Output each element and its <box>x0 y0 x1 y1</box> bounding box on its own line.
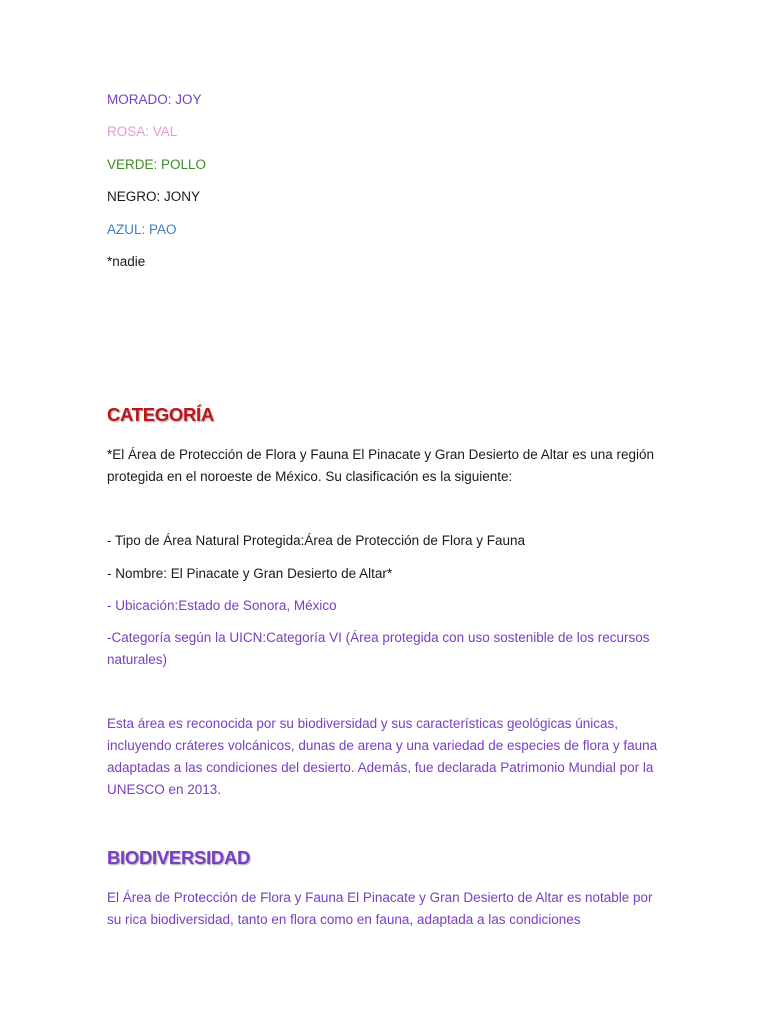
categoria-intro: *El Área de Protección de Flora y Fauna El Pinacate y Gran Desierto de Altar es una región protegida en el noroeste de México. Su clasificación es la siguiente: <box>107 447 655 484</box>
categoria-uicn: -Categoría según la UICN:Categoría VI (Área protegida con uso sostenible de los recursos naturales) <box>107 630 650 667</box>
legend-item-nadie: *nadie <box>107 253 146 269</box>
categoria-ubicacion: - Ubicación:Estado de Sonora, México <box>107 598 337 613</box>
legend-item-morado: MORADO: JOY <box>107 92 202 107</box>
legend-item-azul: AZUL: PAO <box>107 221 177 237</box>
categoria-tipo: - Tipo de Área Natural Protegida:Área de Protección de Flora y Fauna <box>107 533 525 548</box>
biodiversidad-intro: El Área de Protección de Flora y Fauna El Pinacate y Gran Desierto de Altar es notable por su rica biodiversidad, tanto en flora como en fauna, adaptada a las condiciones <box>107 890 653 927</box>
categoria-descripcion-block <box>107 713 667 801</box>
legend-item-verde: VERDE: POLLO <box>107 156 207 172</box>
legend-item-rosa: ROSA: VAL <box>107 124 178 140</box>
color-legend <box>107 90 206 284</box>
categoria-descripcion: Esta área es reconocida por su biodiversidad y sus características geológicas únicas, incluyendo cráteres volcánicos, dunas de arena y una variedad de especies de flora y fauna adaptadas a las condiciones del desierto. Además, fue declarada Patrimonio Mundial por la UNESCO en 2013. <box>107 716 658 797</box>
categoria-ubicacion-block <box>107 595 667 617</box>
categoria-nombre: - Nombre: El Pinacate y Gran Desierto de Altar* <box>107 566 393 581</box>
categoria-tipo-block <box>107 530 667 552</box>
biodiversidad-intro-block <box>107 887 667 931</box>
categoria-uicn-block <box>107 627 667 671</box>
heading-categoria: CATEGORÍA <box>107 404 214 425</box>
section-categoria <box>107 403 667 427</box>
legend-item-negro: NEGRO: JONY <box>107 189 201 205</box>
section-biodiversidad <box>107 846 667 870</box>
categoria-intro-block <box>107 444 667 488</box>
categoria-nombre-block <box>107 563 667 585</box>
heading-biodiversidad: BIODIVERSIDAD <box>107 847 251 868</box>
